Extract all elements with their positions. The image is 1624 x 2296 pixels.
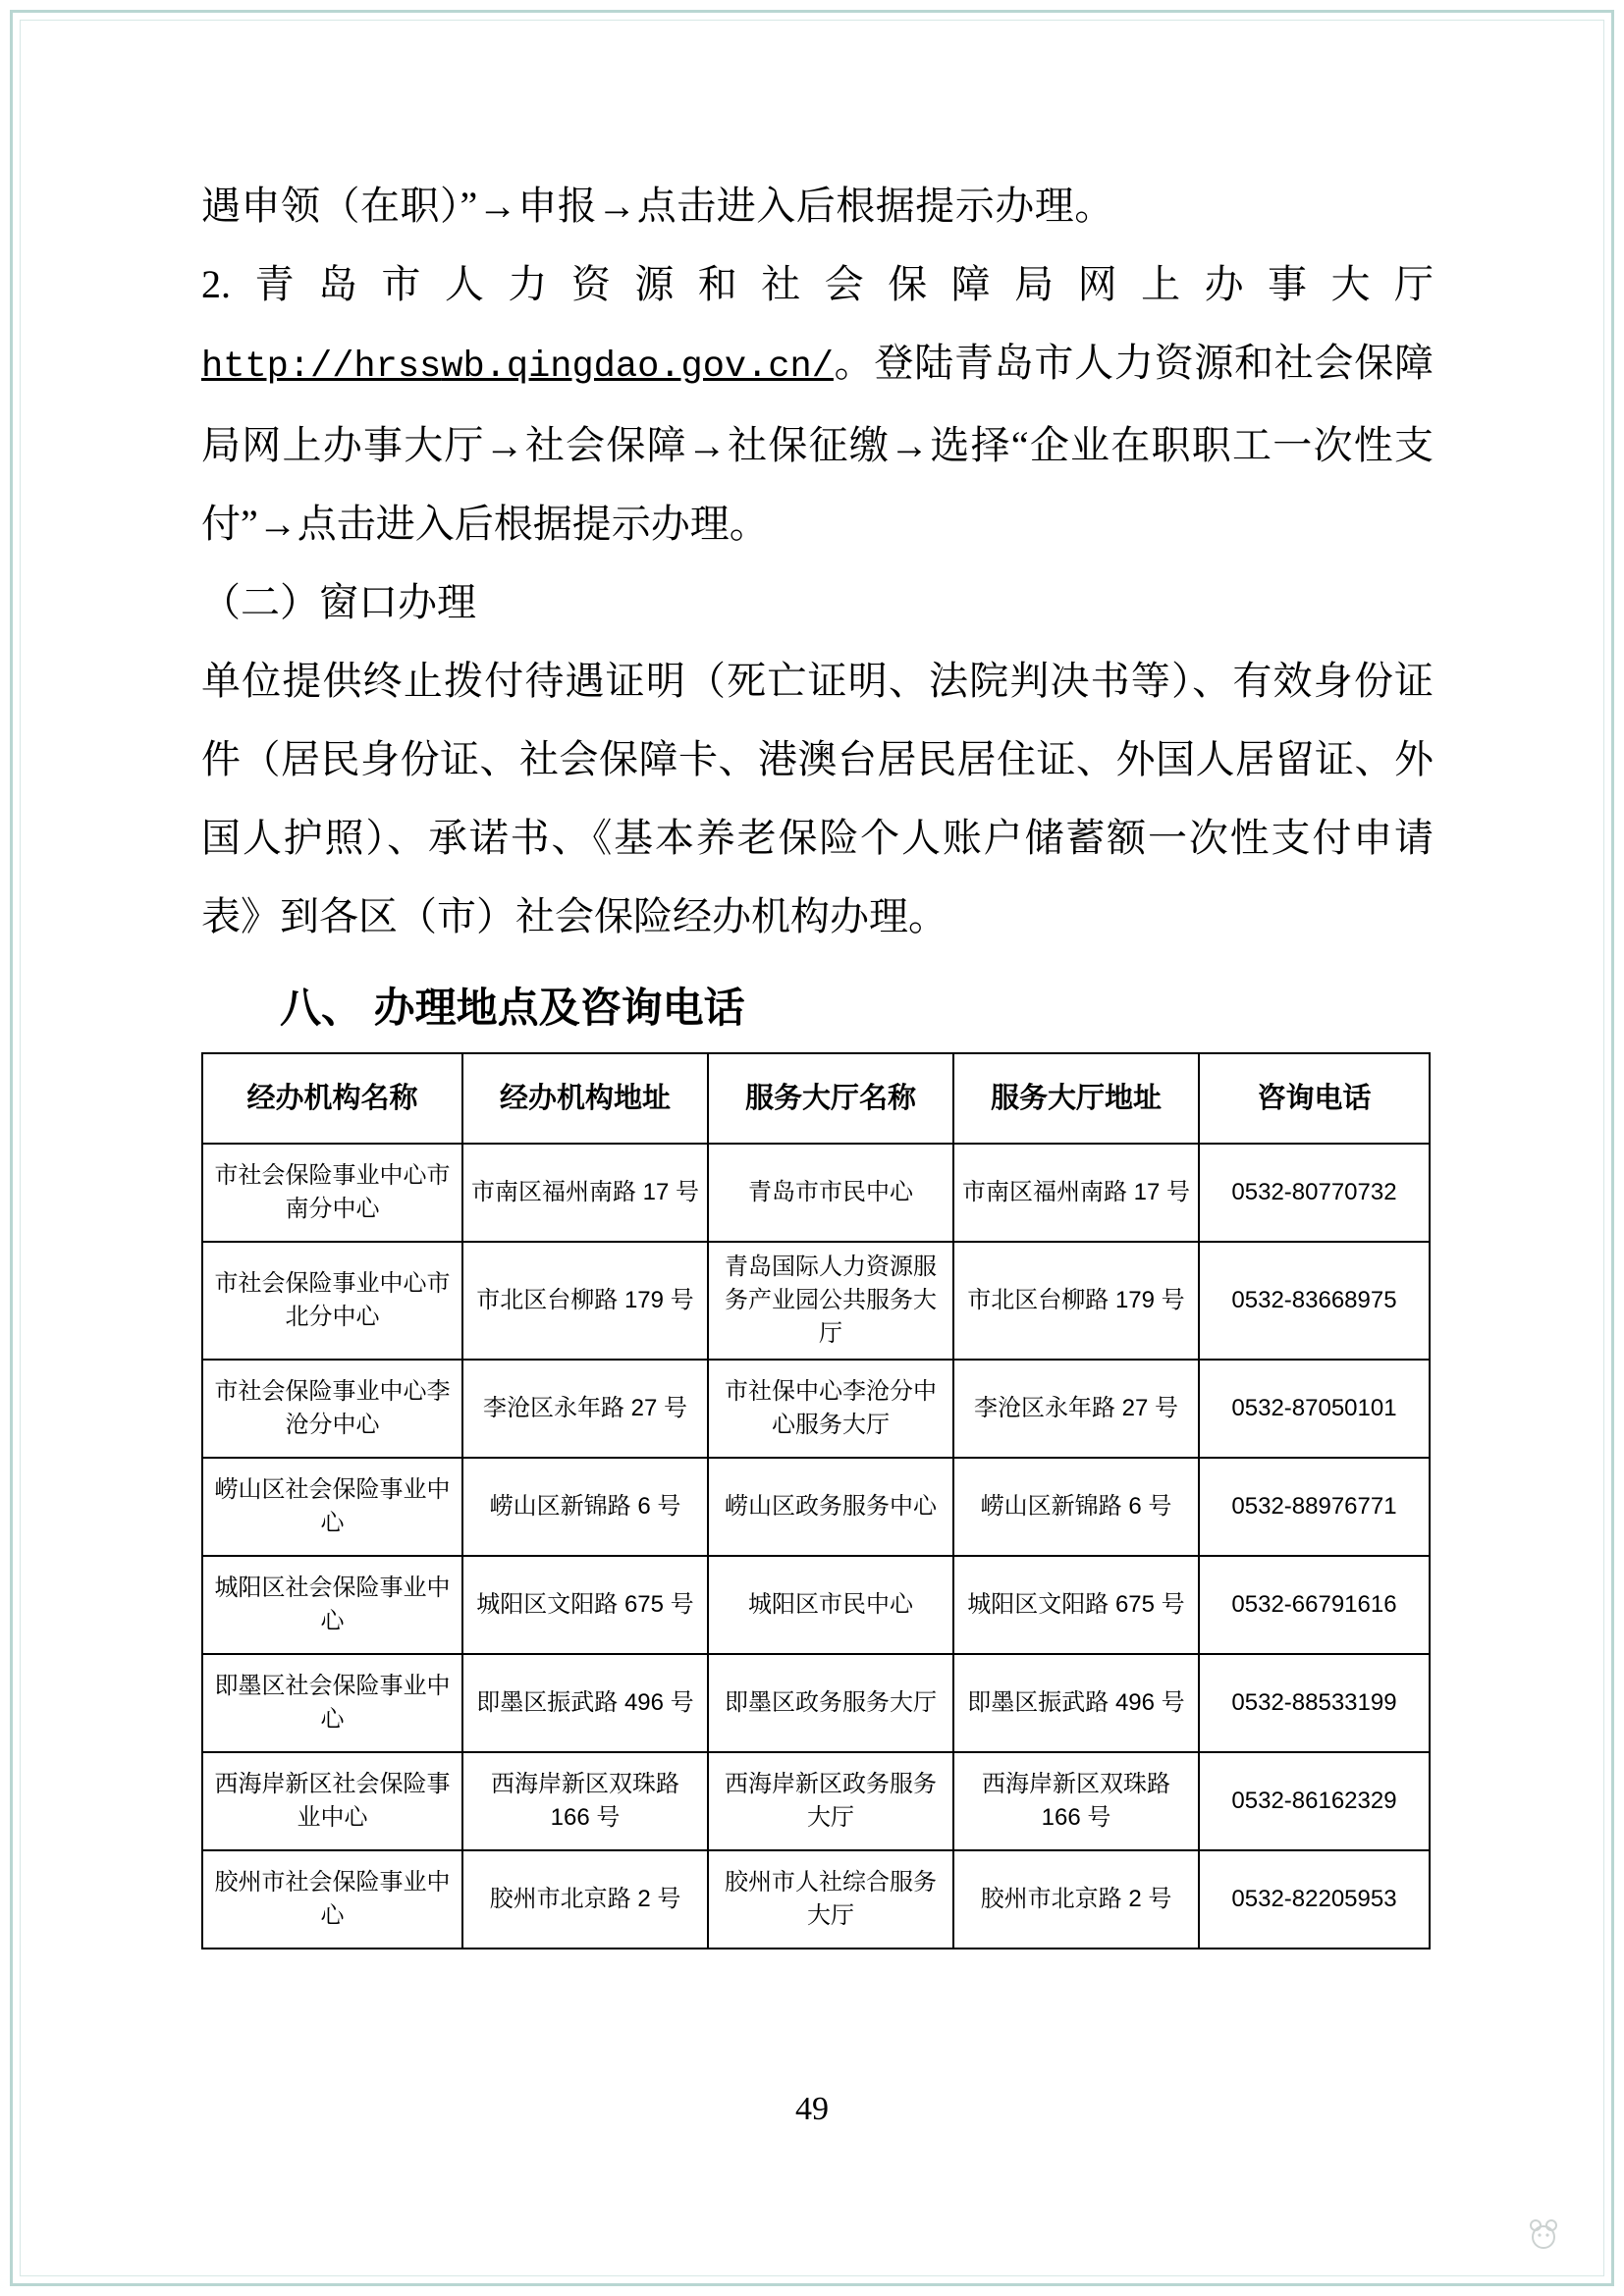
cell-phone: 0532-82205953 [1199, 1850, 1430, 1949]
column-header-agency: 经办机构名称 [202, 1053, 462, 1144]
cell-hall: 青岛国际人力资源服务产业园公共服务大厅 [708, 1242, 953, 1360]
cell-agency: 市社会保险事业中心市南分中心 [202, 1144, 462, 1242]
cell-agency: 即墨区社会保险事业中心 [202, 1654, 462, 1752]
paragraph-window-requirements: 单位提供终止拨付待遇证明（死亡证明、法院判决书等）、有效身份证件（居民身份证、社会保障卡、港澳台居民居住证、外国人居留证、外国人护照）、承诺书、《基本养老保险个人账户储蓄额一次性支付申请表》到各区（市）社会保险经办机构办理。 [201, 659, 1434, 938]
table-row [202, 1144, 1430, 1242]
cell-agency-address: 崂山区新锦路 6 号 [462, 1458, 708, 1556]
cell-agency-address: 西海岸新区双珠路 166 号 [462, 1752, 708, 1850]
cell-agency-address: 城阳区文阳路 675 号 [462, 1556, 708, 1654]
subsection-window-handling: （二）窗口办理 [201, 580, 476, 624]
cell-phone: 0532-83668975 [1199, 1242, 1430, 1360]
cell-agency-address: 李沧区永年路 27 号 [462, 1360, 708, 1458]
cell-phone: 0532-66791616 [1199, 1556, 1430, 1654]
cell-phone: 0532-87050101 [1199, 1360, 1430, 1458]
cell-phone: 0532-86162329 [1199, 1752, 1430, 1850]
column-header-phone: 咨询电话 [1199, 1053, 1430, 1144]
cell-agency: 胶州市社会保险事业中心 [202, 1850, 462, 1949]
cell-agency: 市社会保险事业中心李沧分中心 [202, 1360, 462, 1458]
cell-agency-address: 市南区福州南路 17 号 [462, 1144, 708, 1242]
cell-phone: 0532-88976771 [1199, 1458, 1430, 1556]
cell-agency: 崂山区社会保险事业中心 [202, 1458, 462, 1556]
cell-agency: 城阳区社会保险事业中心 [202, 1556, 462, 1654]
cell-phone: 0532-88533199 [1199, 1654, 1430, 1752]
table-row [202, 1242, 1430, 1360]
cell-hall-address: 胶州市北京路 2 号 [953, 1850, 1199, 1949]
cell-hall-address: 崂山区新锦路 6 号 [953, 1458, 1199, 1556]
paragraph-continuation: 遇申领（在职）”→申报→点击进入后根据提示办理。 [201, 184, 1114, 228]
cell-hall-address: 市北区台柳路 179 号 [953, 1242, 1199, 1360]
column-header-hall: 服务大厅名称 [708, 1053, 953, 1144]
cell-hall-address: 即墨区振武路 496 号 [953, 1654, 1199, 1752]
table-row [202, 1458, 1430, 1556]
cell-hall-address: 市南区福州南路 17 号 [953, 1144, 1199, 1242]
paragraph-online-hall-text-a: 2.青岛市人力资源和社会保障局网上办事大厅 [201, 262, 1434, 306]
cell-hall: 青岛市市民中心 [708, 1144, 953, 1242]
paragraph-online-hall [201, 245, 1434, 563]
cell-hall: 城阳区市民中心 [708, 1556, 953, 1654]
table-header-row [202, 1053, 1430, 1144]
cell-hall: 市社保中心李沧分中心服务大厅 [708, 1360, 953, 1458]
cell-hall-address: 西海岸新区双珠路 166 号 [953, 1752, 1199, 1850]
cell-hall-address: 李沧区永年路 27 号 [953, 1360, 1199, 1458]
column-header-agency-address: 经办机构地址 [462, 1053, 708, 1144]
office-locations-table [201, 1052, 1431, 1949]
cell-agency-address: 市北区台柳路 179 号 [462, 1242, 708, 1360]
cell-agency: 市社会保险事业中心市北分中心 [202, 1242, 462, 1360]
url-link-part1[interactable]: http://hrss [201, 347, 442, 388]
watermark-icon [1524, 2216, 1563, 2255]
table-row [202, 1360, 1430, 1458]
url-link-part2[interactable]: wb.qingdao.gov.cn/ [441, 347, 834, 388]
cell-hall: 即墨区政务服务大厅 [708, 1654, 953, 1752]
cell-phone: 0532-80770732 [1199, 1144, 1430, 1242]
paragraph-online-hall-text-b: 。登陆青岛市人力资源和社会保障局网上办事大厅→社会保障→社保征缴→选择“企业在职职工一次性支付”→点击进入后根据提示办理。 [201, 341, 1434, 546]
table-row [202, 1850, 1430, 1949]
section-heading-locations: 八、 办理地点及咨询电话 [280, 985, 745, 1031]
table-row [202, 1752, 1430, 1850]
cell-hall: 西海岸新区政务服务大厅 [708, 1752, 953, 1850]
cell-agency: 西海岸新区社会保险事业中心 [202, 1752, 462, 1850]
table-row [202, 1654, 1430, 1752]
cell-hall-address: 城阳区文阳路 675 号 [953, 1556, 1199, 1654]
cell-hall: 崂山区政务服务中心 [708, 1458, 953, 1556]
cell-hall: 胶州市人社综合服务大厅 [708, 1850, 953, 1949]
cell-agency-address: 胶州市北京路 2 号 [462, 1850, 708, 1949]
column-header-hall-address: 服务大厅地址 [953, 1053, 1199, 1144]
cell-agency-address: 即墨区振武路 496 号 [462, 1654, 708, 1752]
page-number: 49 [795, 2091, 829, 2127]
table-row [202, 1556, 1430, 1654]
document-content [201, 167, 1434, 1949]
